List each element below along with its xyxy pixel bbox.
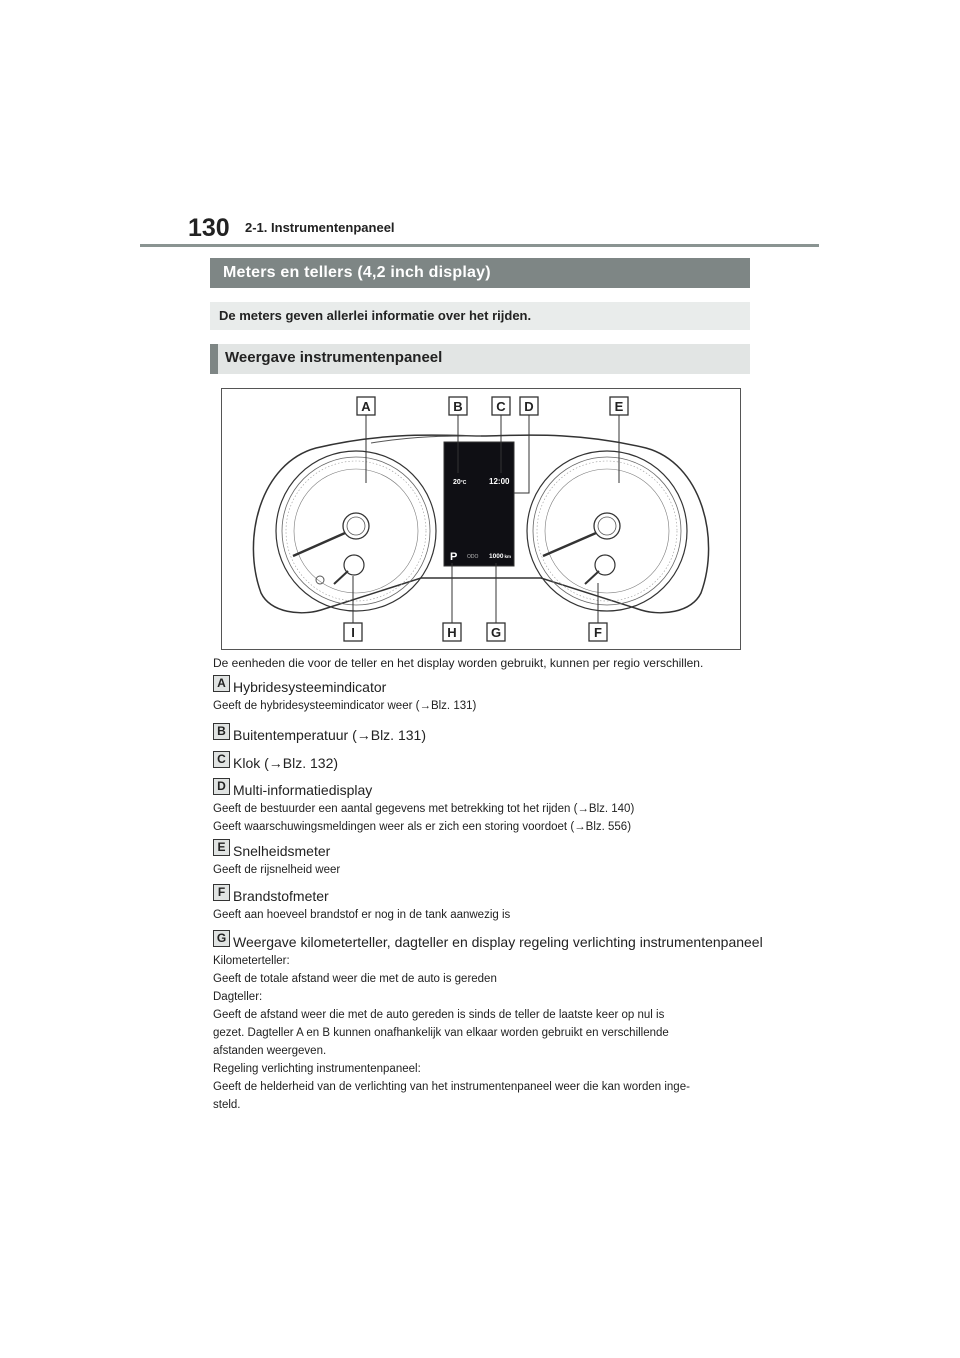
odo-value: 1000 bbox=[489, 553, 504, 560]
legend-item-d bbox=[213, 778, 758, 836]
legend-item-b bbox=[213, 723, 758, 745]
page-number: 130 bbox=[188, 214, 230, 242]
legend-badge: C bbox=[213, 751, 230, 768]
legend-item-head bbox=[213, 778, 758, 800]
legend-item-head bbox=[213, 751, 758, 773]
intro-text: De meters geven allerlei informatie over het rijden. bbox=[210, 302, 750, 330]
svg-text:20°C bbox=[453, 479, 467, 486]
legend-description: Geeft waarschuwingsmeldingen weer als er zich een storing voordoet (→Blz. 556) bbox=[213, 821, 632, 833]
legend-title: Klok (→Blz. 132) bbox=[233, 755, 339, 771]
gear-indicator: P bbox=[450, 551, 458, 563]
callout-label: G bbox=[490, 625, 502, 640]
legend-badge: A bbox=[213, 675, 230, 692]
outside-temperature: 20 bbox=[453, 479, 461, 486]
callout-label: E bbox=[614, 399, 624, 414]
legend-item-g bbox=[213, 930, 763, 1114]
temperature-unit: °C bbox=[460, 480, 467, 486]
legend-description: afstanden weergeven. bbox=[213, 1045, 327, 1057]
instrument-panel-figure bbox=[221, 388, 741, 650]
legend-description: Dagteller: bbox=[213, 991, 263, 1003]
clock-readout: 12:00 bbox=[489, 477, 510, 486]
legend-title: Brandstofmeter bbox=[233, 888, 329, 904]
legend-description: Geeft de totale afstand weer die met de auto is gereden bbox=[213, 973, 497, 985]
callout-label: A bbox=[361, 399, 371, 414]
legend-item-head bbox=[213, 930, 763, 952]
sub-heading: Weergave instrumentenpaneel bbox=[210, 344, 750, 374]
header-rule bbox=[140, 244, 819, 247]
legend-item-c bbox=[213, 751, 758, 773]
legend-item-head bbox=[213, 839, 758, 861]
legend-item-e bbox=[213, 839, 758, 879]
legend-item-head bbox=[213, 675, 758, 697]
legend-description: gezet. Dagteller A en B kunnen onafhankelijk van elkaar worden gebruikt en verschillende bbox=[213, 1027, 669, 1039]
callout-label: F bbox=[594, 625, 602, 640]
legend-description: Geeft aan hoeveel brandstof er nog in de tank aanwezig is bbox=[213, 909, 511, 921]
callout-label: C bbox=[496, 399, 506, 414]
legend-title: Buitentemperatuur (→Blz. 131) bbox=[233, 727, 426, 743]
section-title: 2-1. Instrumentenpaneel bbox=[245, 220, 395, 235]
legend-item-f bbox=[213, 884, 758, 924]
legend-badge: E bbox=[213, 839, 230, 856]
odo-label: ODO bbox=[467, 554, 479, 560]
legend-description: Geeft de bestuurder een aantal gegevens met betrekking tot het rijden (→Blz. 140) bbox=[213, 803, 635, 815]
legend-title: Hybridesysteemindicator bbox=[233, 679, 387, 695]
legend-badge: F bbox=[213, 884, 230, 901]
legend-description: Geeft de rijsnelheid weer bbox=[213, 864, 341, 876]
callout-label: B bbox=[453, 399, 463, 414]
units-note: De eenheden die voor de teller en het display worden gebruikt, kunnen per regio verschillen. bbox=[213, 656, 704, 670]
legend-description: Geeft de afstand weer die met de auto gereden is sinds de teller de laatste keer op nul is bbox=[213, 1009, 665, 1021]
legend-title: Multi-informatiedisplay bbox=[233, 782, 373, 798]
legend-badge: G bbox=[213, 930, 230, 947]
legend-item-head bbox=[213, 884, 758, 906]
callout-label: I bbox=[351, 625, 355, 640]
svg-text:1000km bbox=[489, 553, 511, 560]
legend-item-a bbox=[213, 675, 758, 715]
legend-item-head bbox=[213, 723, 758, 745]
legend-description: steld. bbox=[213, 1099, 241, 1111]
legend-description: Geeft de hybridesysteemindicator weer (→Blz. 131) bbox=[213, 700, 477, 712]
legend-title: Snelheidsmeter bbox=[233, 843, 331, 859]
callout-label: D bbox=[524, 399, 534, 414]
callout-label: H bbox=[447, 625, 457, 640]
legend-description: Kilometerteller: bbox=[213, 955, 290, 967]
legend-badge: B bbox=[213, 723, 230, 740]
main-heading: Meters en tellers (4,2 inch display) bbox=[210, 258, 750, 288]
legend-title: Weergave kilometerteller, dagteller en display regeling verlichting instrumentenpaneel bbox=[233, 934, 763, 950]
legend-description: Regeling verlichting instrumentenpaneel: bbox=[213, 1063, 421, 1075]
multi-information-display bbox=[444, 442, 514, 566]
legend-description: Geeft de helderheid van de verlichting van het instrumentenpaneel weer die kan worden inge- bbox=[213, 1081, 690, 1093]
odo-unit: km bbox=[504, 554, 511, 559]
legend-badge: D bbox=[213, 778, 230, 795]
